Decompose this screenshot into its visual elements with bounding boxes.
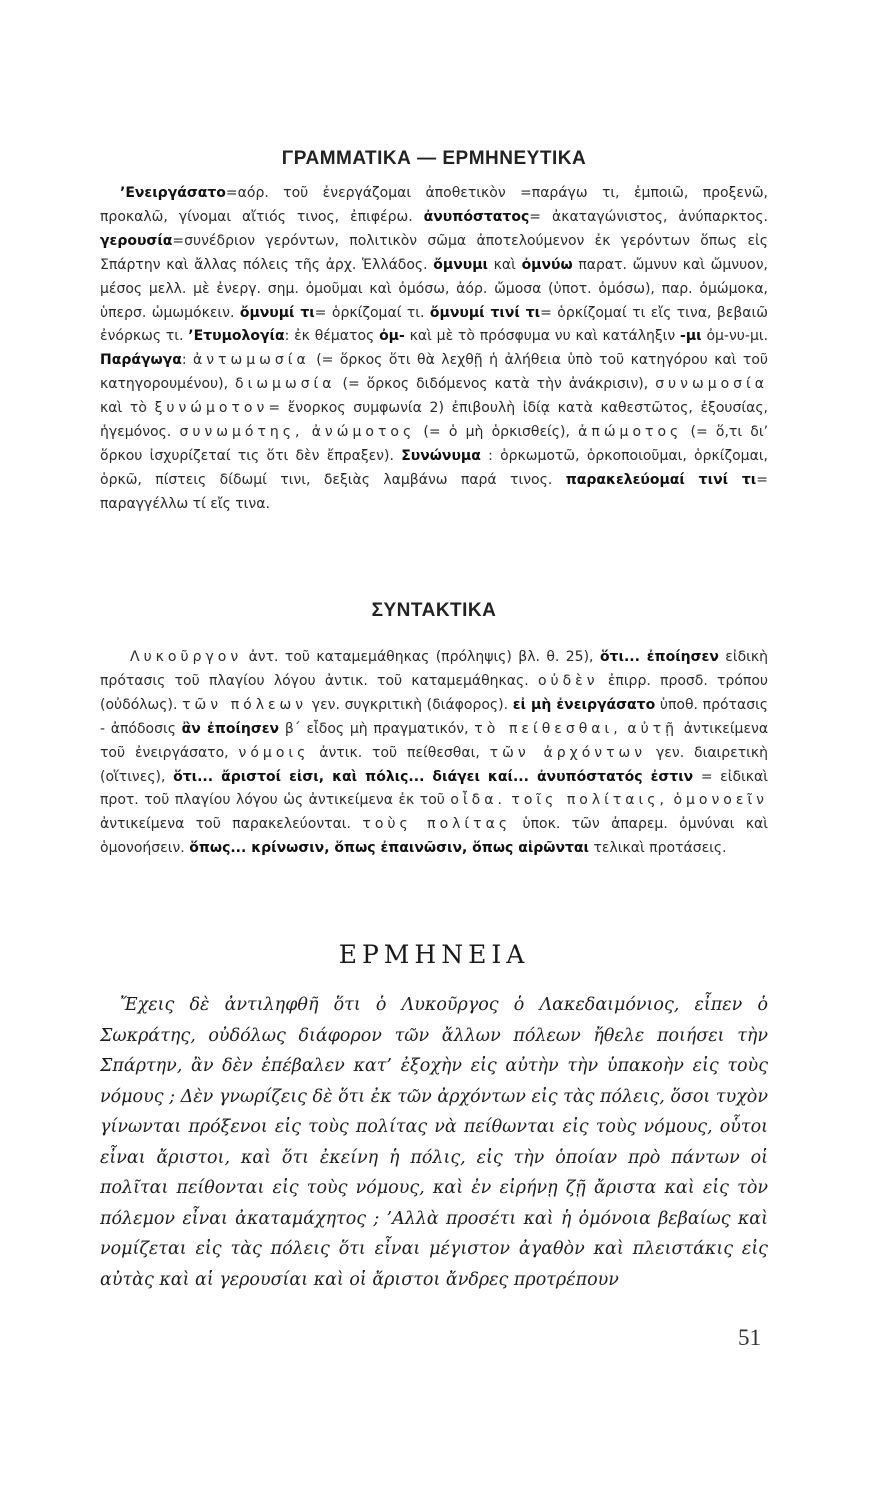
spaced-word: τῶν πόλεων xyxy=(182,696,308,713)
gloss: : ὁρκωμοτῶ, ὁρκοποιοῦμαι, ὁρκίζομαι, ὁρκῶ, πίστεις δίδωμί τινι, δεξιὰς λαμβάνω παρά τινος. xyxy=(100,447,769,488)
spaced-word: ἀπώμοτος xyxy=(578,424,683,441)
gloss: = ὁρκίζομαί τι εἴς τινα, βεβαιῶ ἐνόρκως τι. xyxy=(100,304,768,345)
gloss: γεν. συγκριτικὴ (διάφορος). xyxy=(311,696,509,713)
spaced-word: οἶδα. xyxy=(450,792,506,809)
spaced-word: διωμωσία xyxy=(235,376,336,393)
gloss: = ὁρκίζομαί τι. xyxy=(314,304,425,321)
gloss: (= ὁ μὴ ὁρκισθείς), xyxy=(423,424,570,441)
clause: ὅπως... κρίνωσιν, ὅπως ἐπαινῶσιν, ὅπως αἱρῶνται xyxy=(189,840,590,857)
spaced-word: τὸ πείθεσθαι, xyxy=(474,720,622,737)
clause: εἰ μὴ ἐνειργάσατο xyxy=(512,696,656,713)
term-eneirgasato: ’Ενειργάσατο xyxy=(120,185,226,201)
gloss: = ἔνορκος συμφωνία 2) ἐπιβουλὴ ἰδίᾳ κατὰ καθεστῶτος, ἐξουσίας, ἡγεμόνος. xyxy=(100,400,768,441)
spaced-word: οὐδὲν xyxy=(537,672,599,689)
stem-om: ὀμ- xyxy=(379,328,405,345)
derivatives-label: Παράγωγα xyxy=(100,352,182,369)
gloss: ἀντικείμενα τοῦ παρακελεύονται. xyxy=(100,816,351,833)
spaced-word: ὁμονοεῖν xyxy=(673,792,769,809)
gloss: παρατ. ὤμνυν καὶ ὤμνυον, μέσος μελλ. μὲ ἐνεργ. σημ. ὀμοῦμαι καὶ ὀμόσω, ἀόρ. ὤμοσα (ὑποτ. ὀμόσω), παρ. ὀμώμοκα, ὑπερσ. ὠμωμόκειν. xyxy=(100,256,769,321)
spaced-word: Λυκοῦργον xyxy=(130,649,243,665)
term-omnymi-tini-ti: ὄμνυμί τινί τι xyxy=(429,304,541,321)
gloss: καὶ xyxy=(493,256,516,273)
spaced-word: τοὺς πολίτας xyxy=(362,816,512,833)
gloss: (= ὅ,τι δι’ ὅρκου ἰσχυρίζεταί τις ὅτι δὲν ἔπραξεν). xyxy=(100,424,769,464)
term-omnymi: ὄμνυμι xyxy=(433,256,488,273)
grammar-heading: ΓΡΑΜΜΑΤΙΚΑ — ΕΡΜΗΝΕΥΤΙΚΑ xyxy=(281,148,587,169)
spaced-word: συνωμότης, xyxy=(179,424,304,441)
spaced-word: συνωμοσία xyxy=(655,376,769,393)
gloss: : xyxy=(181,352,187,369)
term-omnyo: ὀμνύω xyxy=(521,256,573,273)
gloss: ἀντ. τοῦ καταμεμάθηκας (πρόληψις) βλ. θ. 25), xyxy=(248,649,594,665)
gloss: = εἰδικαὶ προτ. τοῦ πλαγίου λόγου ὡς ἀντικείμενα ἐκ τοῦ xyxy=(100,768,769,809)
gloss: =αόρ. τοῦ ἐνεργάζομαι ἀποθετικὸν =παράγω τι, ἐμποιῶ, προξενῶ, προκαλῶ, γίνομαι αἴτιός τινος, ἐπιφέρω. xyxy=(100,185,768,225)
interpretation-paragraph: Ἔχεις δὲ ἀντιληφθῆ ὅτι ὁ Λυκοῦργος ὁ Λακεδαιμόνιος, εἶπεν ὁ Σωκράτης, οὐδόλως διάφορον τῶν ἄλλων πόλεων ἤθελε ποιήσει τὴν Σπάρτην, ἂν δὲν ἐπέβαλεν κατ’ ἐξοχὴν εἰς αὐτὴν τὴν ὑπακοὴν εἰς τοὺς νόμους ; Δὲν γνωρίζεις δὲ ὅτι ἐκ τῶν ἀρχόντων εἰς τὰς πόλεις, ὅσοι τυχὸν γίνωνται πρόξενοι εἰς τοὺς πολίτας νὰ πείθωνται εἰς τοὺς νόμους, οὗτοι εἶναι ἄριστοι, καὶ ὅτι ἐκείνη ἡ πόλις, εἰς τὴν ὁποίαν πρὸ πάντων οἱ πολῖται πείθονται εἰς τοὺς νόμους, καὶ ἐν εἰρήνῃ ζῇ ἄριστα καὶ εἰς τὸν πόλεμον εἶναι ἀκαταμάχητος ; ’Αλλὰ προσέτι καὶ ἡ ὁμόνοια βεβαίως καὶ νομίζεται εἰς τὰς πόλεις ὅτι εἶναι μέγιστον ἀγαθὸν καὶ πλειστάκις εἰς αὐτὰς καὶ αἱ γερουσίαι καὶ οἱ ἄριστοι ἄνδρες προτρέπουν xyxy=(100,995,768,1290)
syntax-paragraph xyxy=(100,646,768,861)
gloss: τελικαὶ προτάσεις. xyxy=(593,840,727,857)
spaced-word: ἀνώμοτος xyxy=(311,424,416,441)
page-number: 51 xyxy=(738,1325,761,1350)
spaced-word: τῶν ἀρχόντων xyxy=(489,744,647,761)
spaced-word: τοῖς πολίταις, xyxy=(511,792,668,809)
gloss: ἐπιρρ. προσδ. τρόπου (οὐδόλως). xyxy=(100,672,769,713)
term-omnymi-ti: ὄμνυμί τι xyxy=(239,304,315,321)
term-parakeleuomai: παρακελεύομαί τινί τι xyxy=(565,471,757,488)
spaced-word: νόμοις xyxy=(238,744,310,761)
clause: ἂν ἐποίησεν xyxy=(181,720,280,737)
clause: ὅτι... ἐποίησεν xyxy=(599,649,719,665)
spaced-word: ἀντωμωσία xyxy=(193,352,310,369)
spaced-word: αὐτῇ xyxy=(627,720,679,737)
term-anypostatos: ἀνυπόστατος xyxy=(423,208,530,225)
gloss: = ἀκαταγώνιστος, ἀνύπαρκτος. xyxy=(529,208,768,225)
gloss: ὑποκ. τῶν ἀπαρεμ. ὀμνύναι καὶ ὁμονοήσειν. xyxy=(100,816,768,857)
gloss: καὶ τὸ xyxy=(100,400,147,417)
interpretation-heading: ΕΡΜΗΝΕΙΑ xyxy=(338,940,530,969)
grammar-paragraph xyxy=(100,182,768,517)
gloss: β΄ εἶδος μὴ πραγματικόν, xyxy=(284,720,469,737)
synonyms-label: Συνώνυμα xyxy=(401,447,481,464)
gloss: ὑποθ. πρότασις - ἀπόδοσις xyxy=(100,696,769,737)
gloss: =συνέδριον γερόντων, πολιτικὸν σῶμα ἀποτελούμενον ἐκ γερόντων ὅπως εἰς Σπάρτην καὶ ἄλλας πόλεις τῆς ἀρχ. Ἑλλάδος. xyxy=(100,232,768,273)
gloss: καὶ μὲ τὸ πρόσφυμα νυ καὶ κατάληξιν xyxy=(409,328,676,345)
gloss: : ἐκ θέματος xyxy=(284,328,375,345)
clause: ὅτι... ἄριστοί εἰσι, καὶ πόλις... διάγει καί... ἀνυπόστατός ἐστιν xyxy=(173,768,694,785)
gloss: ἀντικείμενα τοῦ ἐνειργάσατο, xyxy=(100,720,769,761)
etymology-label: ’Ετυμολογία xyxy=(188,328,285,345)
term-gerousia: γερουσία xyxy=(100,232,173,249)
gloss: ὀμ-νυ-μι. xyxy=(706,328,769,345)
gloss: = παραγγέλλω τί εἴς τινα. xyxy=(100,471,768,512)
suffix-mi: -μι xyxy=(680,328,702,345)
syntax-heading: ΣΥΝΤΑΚΤΙΚΑ xyxy=(371,600,497,621)
gloss: εἰδικὴ πρότασις τοῦ πλαγίου λόγου ἀντικ. τοῦ καταμεμάθηκας. xyxy=(100,649,769,689)
gloss: ἀντικ. τοῦ πείθεσθαι, xyxy=(319,744,480,761)
spaced-word: ξυνώμοτον xyxy=(154,400,269,417)
gloss: γεν. διαιρετικὴ (οἵτινες), xyxy=(100,744,769,785)
gloss: (= ὅρκος διδόμενος κατὰ τὴν ἀνάκρισιν), xyxy=(342,376,649,393)
gloss: (= ὅρκος ὅτι θὰ λεχθῇ ἡ ἀλήθεια ὑπὸ τοῦ κατηγόρου καὶ τοῦ κατηγορουμένου), xyxy=(100,352,769,393)
